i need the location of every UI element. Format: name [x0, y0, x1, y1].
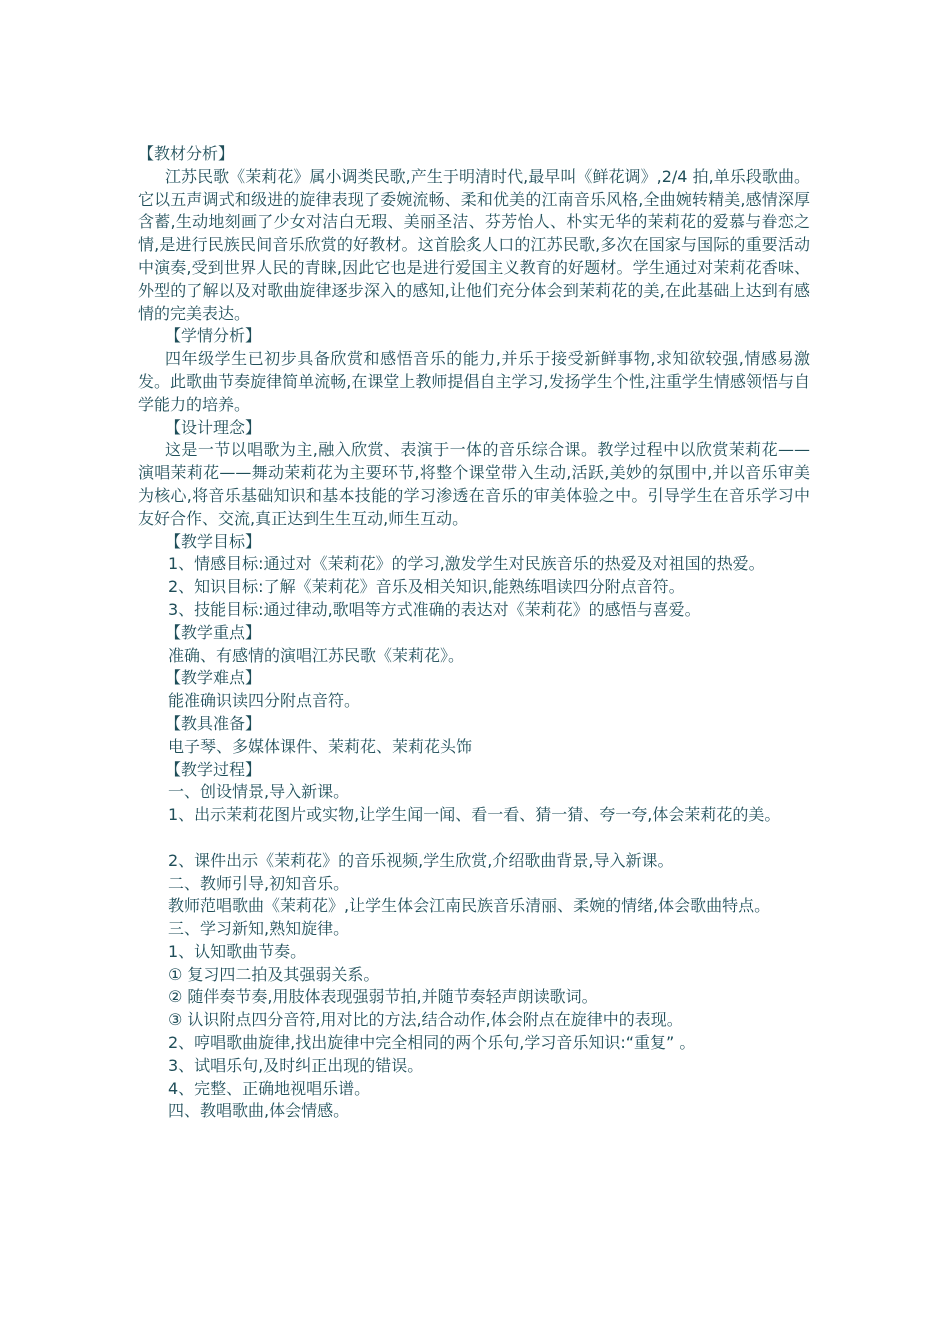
- blank-line: [138, 827, 810, 850]
- goal-item: 1、情感目标:通过对《茉莉花》的学习,激发学生对民族音乐的热爱及对祖国的热爱。: [168, 554, 765, 574]
- process-step: 一、创设情景,导入新课。: [168, 782, 350, 802]
- lesson-plan-content: [138, 143, 810, 1123]
- analysis-paragraph: 江苏民歌《茉莉花》属小调类民歌,产生于明清时代,最早叫《鲜花调》,2/4 拍,单乐段歌曲。它以五声调式和级进的旋律表现了委婉流畅、柔和优美的江南音乐风格,全曲婉转精美,感情深厚含蓄,生动地刻画了少女对洁白无瑕、美丽圣洁、芬芳怡人、朴实无华的茉莉花的爱慕与眷恋之情,是进行民族民间音乐欣赏的好教材。这首脍炙人口的江苏民歌,多次在国家与国际的重要活动中演奏,受到世界人民的青睐,因此它也是进行爱国主义教育的好题材。学生通过对茉莉花香味、外型的了解以及对歌曲旋律逐步深入的感知,让他们充分体会到茉莉花的美,在此基础上达到有感情的完美表达。: [138, 166, 810, 323]
- tools-text: 电子琴、多媒体课件、茉莉花、茉莉花头饰: [168, 736, 473, 756]
- section-heading-tools: 【教具准备】: [165, 713, 262, 733]
- section-heading-process: 【教学过程】: [165, 759, 262, 779]
- process-step: ② 随伴奏节奏,用肢体表现强弱节拍,并随节奏轻声朗读歌词。: [168, 987, 598, 1007]
- process-step: 二、教师引导,初知音乐。: [168, 873, 350, 893]
- process-step: 2、哼唱歌曲旋律,找出旋律中完全相同的两个乐句,学习音乐知识:“重复” 。: [168, 1033, 696, 1053]
- process-step: 1、出示茉莉花图片或实物,让学生闻一闻、看一看、猜一猜、夸一夸,体会茉莉花的美。: [168, 805, 781, 825]
- difficulty-text: 能准确识读四分附点音符。: [168, 691, 361, 711]
- section-heading-student: 【学情分析】: [165, 326, 262, 346]
- goal-item: 3、技能目标:通过律动,歌唱等方式准确的表达对《茉莉花》的感悟与喜爱。: [168, 599, 701, 619]
- section-heading-key: 【教学重点】: [165, 622, 262, 642]
- section-heading-difficulty: 【教学难点】: [165, 668, 262, 688]
- process-step: ① 复习四二拍及其强弱关系。: [168, 964, 380, 984]
- section-heading-goals: 【教学目标】: [165, 531, 262, 551]
- process-step: 教师范唱歌曲《茉莉花》,让学生体会江南民族音乐清丽、柔婉的情绪,体会歌曲特点。: [168, 896, 771, 916]
- design-paragraph: 这是一节以唱歌为主,融入欣赏、表演于一体的音乐综合课。教学过程中以欣赏茉莉花——演唱茉莉花——舞动茉莉花为主要环节,将整个课堂带入生动,活跃,美妙的氛围中,并以音乐审美为核心,将音乐基础知识和基本技能的学习渗透在音乐的审美体验之中。引导学生在音乐学习中友好合作、交流,真正达到生生互动,师生互动。: [138, 440, 810, 528]
- process-step: 3、试唱乐句,及时纠正出现的错误。: [168, 1055, 424, 1075]
- key-point-text: 准确、有感情的演唱江苏民歌《茉莉花》。: [168, 645, 465, 665]
- section-heading-design: 【设计理念】: [165, 417, 262, 437]
- process-step: 1、认知歌曲节奏。: [168, 941, 307, 961]
- goal-item: 2、知识目标:了解《茉莉花》音乐及相关知识,能熟练唱读四分附点音符。: [168, 577, 685, 597]
- process-step: ③ 认识附点四分音符,用对比的方法,结合动作,体会附点在旋律中的表现。: [168, 1010, 683, 1030]
- process-step: 四、教唱歌曲,体会情感。: [168, 1101, 350, 1121]
- section-heading-analysis: 【教材分析】: [138, 144, 235, 163]
- student-paragraph: 四年级学生已初步具备欣赏和感悟音乐的能力,并乐于接受新鲜事物,求知欲较强,情感易激发。此歌曲节奏旋律简单流畅,在课堂上教师提倡自主学习,发扬学生个性,注重学生情感领悟与自学能力的培养。: [138, 349, 810, 414]
- process-step: 2、课件出示《茉莉花》的音乐视频,学生欣赏,介绍歌曲背景,导入新课。: [168, 850, 674, 870]
- process-step: 4、完整、正确地视唱乐谱。: [168, 1078, 371, 1098]
- process-step: 三、学习新知,熟知旋律。: [168, 919, 350, 939]
